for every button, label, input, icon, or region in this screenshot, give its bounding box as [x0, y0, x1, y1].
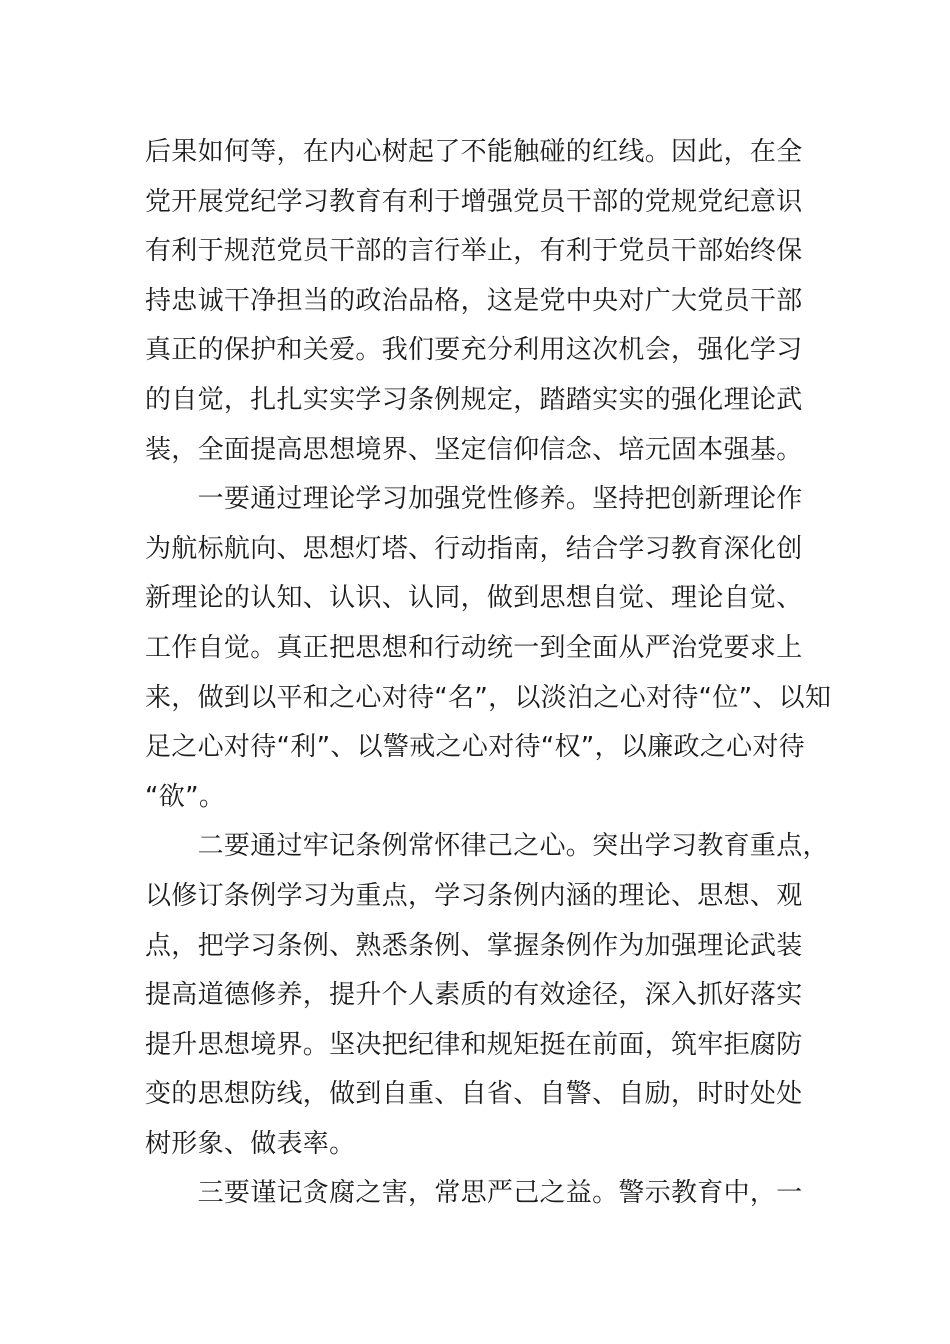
- text-line: 足之心对待“利”、以警戒之心对待“权”，以廉政之心对待: [145, 732, 805, 763]
- text-line: “欲”。: [145, 781, 226, 812]
- text-line: 持忠诚干净担当的政治品格，这是党中央对广大党员干部: [145, 285, 803, 316]
- text-line: 工作自觉。真正把思想和行动统一到全面从严治党要求上: [145, 632, 803, 663]
- text-line: 真正的保护和关爱。我们要充分利用这次机会，强化学习: [145, 335, 803, 366]
- text-line: 点，把学习条例、熟悉条例、掌握条例作为加强理论武装: [145, 930, 803, 961]
- document-body: [145, 128, 832, 1219]
- text-line: 提升思想境界。坚决把纪律和规矩挺在前面，筑牢拒腐防: [145, 1029, 803, 1060]
- text-line: 以修订条例学习为重点，学习条例内涵的理论、思想、观: [145, 880, 803, 911]
- text-line: 为航标航向、思想灯塔、行动指南，结合学习教育深化创: [145, 533, 803, 564]
- text-line: 后果如何等，在内心树起了不能触碰的红线。因此，在全: [145, 137, 803, 167]
- paragraph-start-line: 一要通过理论学习加强党性修养。坚持把创新理论作: [145, 484, 803, 515]
- text-line: 提高道德修养，提升个人素质的有效途径，深入抓好落实: [145, 980, 803, 1011]
- paragraph-start-line: 三要谨记贪腐之害，常思严己之益。警示教育中，一: [145, 1178, 803, 1209]
- text-line: 有利于规范党员干部的言行举止，有利于党员干部始终保: [145, 236, 803, 267]
- text-line: 来，做到以平和之心对待“名”，以淡泊之心对待“位”、以知: [145, 682, 832, 713]
- paragraph-start-line: 二要通过牢记条例常怀律己之心。突出学习教育重点，: [145, 831, 829, 862]
- text-line: 新理论的认知、认识、认同，做到思想自觉、理论自觉、: [145, 583, 803, 614]
- text-line: 党开展党纪学习教育有利于增强党员干部的党规党纪意识: [145, 186, 803, 217]
- text-line: 的自觉，扎扎实实学习条例规定，踏踏实实的强化理论武: [145, 384, 803, 415]
- text-line: 树形象、做表率。: [145, 1128, 356, 1159]
- text-line: 装，全面提高思想境界、坚定信仰信念、培元固本强基。: [145, 434, 803, 465]
- text-line: 变的思想防线，做到自重、自省、自警、自励，时时处处: [145, 1079, 803, 1110]
